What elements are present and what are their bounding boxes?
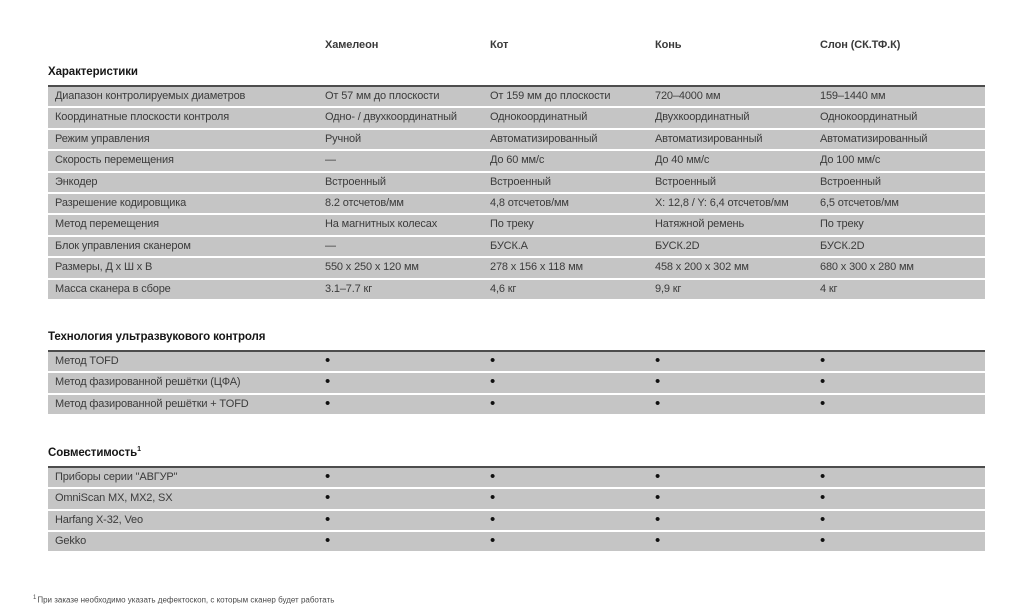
- bullet-dot: •: [325, 489, 331, 507]
- row-value: От 159 мм до плоскости: [490, 90, 611, 102]
- bullet-dot: •: [490, 351, 496, 369]
- bullet-dot: •: [490, 394, 496, 412]
- bullet-dot: •: [490, 510, 496, 528]
- row-value: БУСК.2D: [655, 239, 700, 252]
- table-row: [48, 532, 985, 553]
- table-row: [48, 194, 985, 215]
- row-value: БУСК.А: [490, 239, 528, 252]
- column-header-slon: Слон (СК.ТФ.К): [820, 39, 901, 51]
- bullet-dot: •: [820, 394, 826, 412]
- section-title: Технология ультразвукового контроля: [48, 330, 266, 343]
- bullet-dot: •: [820, 532, 826, 550]
- row-value: По треку: [490, 218, 534, 231]
- row-value: X: 12,8 / Y: 6,4 отсчетов/мм: [655, 196, 789, 209]
- row-label: Режим управления: [55, 132, 150, 145]
- row-label: Размеры, Д х Ш х В: [55, 261, 153, 274]
- row-value: Встроенный: [655, 175, 716, 188]
- bullet-dot: •: [490, 532, 496, 550]
- bullet-dot: •: [655, 394, 661, 412]
- table-row: [48, 151, 985, 172]
- bullet-dot: •: [820, 489, 826, 507]
- table-row: [48, 468, 985, 489]
- row-label: Масса сканера в сборе: [55, 282, 171, 295]
- row-value: 4,6 кг: [490, 282, 517, 295]
- row-value: 550 x 250 x 120 мм: [325, 261, 419, 274]
- row-label: Метод фазированной решётки + TOFD: [55, 397, 249, 410]
- bullet-dot: •: [325, 532, 331, 550]
- table-row: [48, 511, 985, 532]
- row-value: До 60 мм/с: [490, 154, 545, 167]
- table-row: [48, 373, 985, 394]
- table-row: [48, 280, 985, 301]
- section-title-superscript: 1: [137, 446, 141, 454]
- row-value: Однокоординатный: [490, 111, 588, 124]
- sections-container: [48, 66, 985, 553]
- row-value: Одно- / двухкоординатный: [325, 111, 457, 124]
- row-label: OmniScan MX, MX2, SX: [55, 492, 173, 505]
- bullet-dot: •: [655, 467, 661, 485]
- bullet-dot: •: [820, 510, 826, 528]
- section-2: [48, 331, 985, 416]
- column-header-row: [48, 38, 985, 56]
- row-value: 720–4000 мм: [655, 90, 721, 102]
- row-label: Harfang X-32, Veo: [55, 513, 143, 526]
- table-row: [48, 237, 985, 258]
- row-value: Автоматизированный: [820, 132, 928, 145]
- column-header-kot: Кот: [490, 39, 509, 51]
- row-value: —: [325, 154, 336, 167]
- section-table: [48, 350, 985, 416]
- row-value: 159–1440 мм: [820, 90, 886, 102]
- row-value: От 57 мм до плоскости: [325, 90, 440, 102]
- section-title: Совместимость$^1$: [48, 446, 141, 459]
- row-value: Встроенный: [820, 175, 881, 188]
- bullet-dot: •: [325, 351, 331, 369]
- row-value: Автоматизированный: [655, 132, 763, 145]
- row-value: БУСК.2D: [820, 239, 865, 252]
- row-value: 4 кг: [820, 282, 838, 295]
- bullet-dot: •: [820, 351, 826, 369]
- row-label: Блок управления сканером: [55, 239, 191, 252]
- bullet-dot: •: [325, 467, 331, 485]
- row-value: 278 x 156 x 118 мм: [490, 261, 583, 274]
- row-value: Встроенный: [490, 175, 551, 188]
- row-value: 680 x 300 x 280 мм: [820, 261, 914, 274]
- bullet-dot: •: [655, 373, 661, 391]
- row-value: На магнитных колесах: [325, 218, 438, 231]
- table-row: [48, 489, 985, 510]
- row-value: Двухкоординатный: [655, 111, 750, 124]
- row-value: 3.1–7.7 кг: [325, 282, 373, 295]
- row-label: Метод фазированной решётки (ЦФА): [55, 376, 241, 389]
- bullet-dot: •: [490, 489, 496, 507]
- section-3: [48, 446, 985, 553]
- row-label: Приборы серии "АВГУР": [55, 470, 178, 483]
- section-table: [48, 466, 985, 554]
- row-label: Метод перемещения: [55, 218, 159, 231]
- row-value: До 40 мм/с: [655, 154, 710, 167]
- comparison-table-page: [33, 38, 985, 606]
- row-value: 8.2 отсчетов/мм: [325, 196, 404, 209]
- column-header-khameleon: Хамелеон: [325, 39, 379, 51]
- row-value: 6,5 отсчетов/мм: [820, 196, 899, 209]
- column-header-kon: Конь: [655, 39, 682, 51]
- bullet-dot: •: [325, 373, 331, 391]
- row-value: До 100 мм/с: [820, 154, 881, 167]
- footnote-text: При заказе необходимо указать дефектоскоп, с которым сканер будет работать: [37, 596, 335, 606]
- row-label: Gekko: [55, 535, 87, 548]
- row-label: Скорость перемещения: [55, 154, 174, 167]
- row-label: Разрешение кодировщика: [55, 196, 187, 209]
- section-title: Характеристики: [48, 66, 138, 78]
- row-label: Метод TOFD: [55, 354, 119, 367]
- table-row: [48, 173, 985, 194]
- row-value: Натяжной ремень: [655, 218, 745, 231]
- table-row: [48, 215, 985, 236]
- table-row: [48, 130, 985, 151]
- bullet-dot: •: [325, 510, 331, 528]
- section-table: [48, 85, 985, 301]
- bullet-dot: •: [655, 489, 661, 507]
- table-row: [48, 258, 985, 279]
- table-row: [48, 87, 985, 108]
- row-value: 9,9 кг: [655, 282, 682, 295]
- row-value: —: [325, 239, 336, 252]
- row-value: Ручной: [325, 132, 362, 145]
- bullet-dot: •: [655, 351, 661, 369]
- footnote: [33, 595, 985, 605]
- section-1: [48, 66, 985, 301]
- bullet-dot: •: [655, 532, 661, 550]
- table-row: [48, 108, 985, 129]
- column-header-spacer: [48, 38, 325, 56]
- row-value: Автоматизированный: [490, 132, 598, 145]
- bullet-dot: •: [820, 373, 826, 391]
- row-label: Координатные плоскости контроля: [55, 111, 230, 124]
- row-label: Диапазон контролируемых диаметров: [55, 90, 246, 102]
- row-label: Энкодер: [55, 175, 98, 188]
- row-value: 4,8 отсчетов/мм: [490, 196, 569, 209]
- table-row: [48, 352, 985, 373]
- bullet-dot: •: [490, 467, 496, 485]
- bullet-dot: •: [325, 394, 331, 412]
- row-value: Однокоординатный: [820, 111, 918, 124]
- bullet-dot: •: [490, 373, 496, 391]
- bullet-dot: •: [820, 467, 826, 485]
- row-value: Встроенный: [325, 175, 386, 188]
- row-value: 458 x 200 x 302 мм: [655, 261, 749, 274]
- footnote-superscript: 1: [33, 595, 37, 602]
- table-row: [48, 395, 985, 416]
- row-value: По треку: [820, 218, 864, 231]
- bullet-dot: •: [655, 510, 661, 528]
